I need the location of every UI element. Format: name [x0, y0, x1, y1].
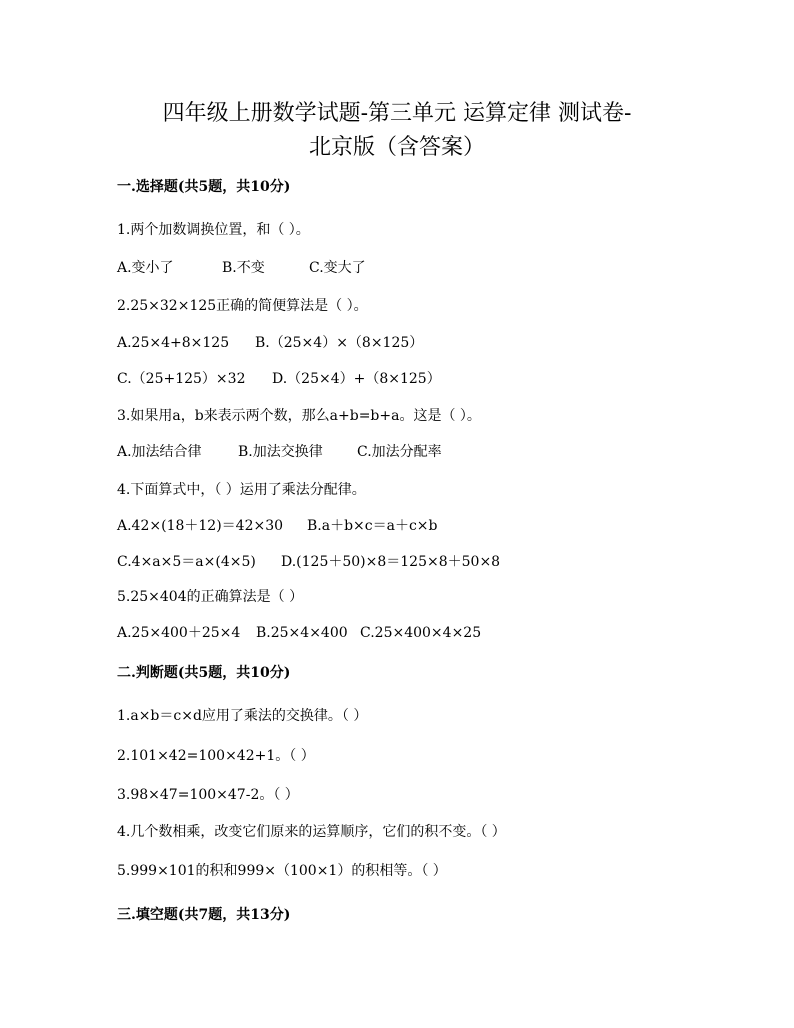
question-3-option-c: C.加法分配率 — [357, 444, 442, 460]
question-4: 4.下面算式中，（ ）运用了乘法分配律。 — [117, 482, 366, 498]
question-1-option-b: B.不变 — [222, 260, 265, 276]
question-1-option-a: A.变小了 — [117, 260, 174, 276]
question-2-option-b: B.（25×4）×（8×125） — [255, 335, 424, 351]
section-heading-choice: 一.选择题(共5题，共10分) — [117, 179, 291, 195]
question-5-option-c: C.25×400×4×25 — [360, 625, 482, 641]
question-2-option-c: C.（25+125）×32 — [117, 371, 246, 387]
question-1-option-c: C.变大了 — [309, 260, 366, 276]
question-2: 2.25×32×125正确的简便算法是（ ）。 — [117, 298, 368, 314]
question-4-option-a: A.42×(18＋12)＝42×30 — [117, 518, 284, 534]
question-4-option-d: D.(125＋50)×8＝125×8＋50×8 — [281, 554, 501, 570]
document-title-line-2: 北京版（含答案） — [308, 135, 485, 160]
question-2-option-d: D.（25×4）+（8×125） — [272, 371, 441, 387]
judgement-item-5: 5.999×101的积和999×（100×1）的积相等。（ ） — [117, 863, 447, 879]
question-3-option-b: B.加法交换律 — [238, 444, 323, 460]
question-5-option-b: B.25×4×400 — [256, 625, 348, 641]
question-3: 3.如果用a，b来表示两个数，那么a+b=b+a。这是（ ）。 — [117, 408, 481, 424]
question-4-option-c: C.4×a×5＝a×(4×5) — [117, 554, 256, 570]
judgement-item-3: 3.98×47=100×47-2。（ ） — [117, 787, 299, 803]
judgement-item-4: 4.几个数相乘，改变它们原来的运算顺序，它们的积不变。（ ） — [117, 824, 506, 840]
question-4-option-b: B.a＋b×c＝a＋c×b — [307, 518, 438, 534]
question-5: 5.25×404的正确算法是（ ） — [117, 589, 304, 605]
question-1: 1.两个加数调换位置，和（ ）。 — [117, 222, 310, 238]
question-2-option-a: A.25×4+8×125 — [117, 335, 230, 351]
question-3-option-a: A.加法结合律 — [117, 444, 202, 460]
question-5-option-a: A.25×400＋25×4 — [117, 625, 241, 641]
document-title-line-1: 四年级上册数学试题-第三单元 运算定律 测试卷- — [162, 101, 632, 126]
section-heading-judgement: 二.判断题(共5题，共10分) — [117, 665, 291, 681]
judgement-item-1: 1.a×b＝c×d应用了乘法的交换律。（ ） — [117, 708, 368, 724]
judgement-item-2: 2.101×42=100×42+1。（ ） — [117, 748, 315, 764]
section-heading-fill-in: 三.填空题(共7题，共13分) — [117, 907, 291, 923]
